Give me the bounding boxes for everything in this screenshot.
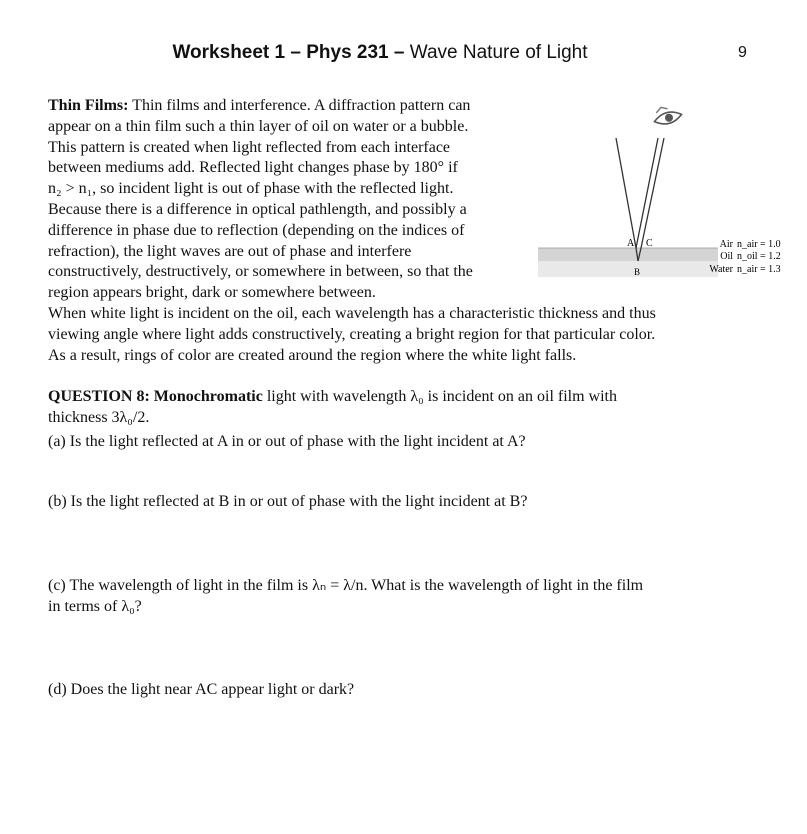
intro-heading: Thin Films:: [48, 97, 129, 114]
intro-continued: [48, 304, 758, 366]
question-8b: (b) Is the light reflected at B in or out of phase with the light incident at B?: [48, 493, 528, 510]
intro-line: region appears bright, dark or somewhere between.: [48, 284, 376, 302]
intro-line: appear on a thin film such a thin layer of oil on water or a bubble.: [48, 117, 469, 135]
incident-ray: [616, 138, 636, 248]
thin-film-diagram: [528, 100, 798, 280]
question-8d: (d) Does the light near AC appear light or dark?: [48, 681, 355, 698]
medium-name-water: Water: [709, 264, 733, 275]
oil-layer: [538, 248, 718, 261]
question-8a: (a) Is the light reflected at A in or out of phase with the light incident at A?: [48, 433, 526, 450]
medium-index-oil: n_oil = 1.2: [737, 251, 781, 262]
medium-index-air: n_air = 1.0: [737, 239, 781, 250]
question-8-keyword: Monochromatic: [149, 388, 263, 405]
reflected-ray-c: [641, 138, 664, 248]
intro-line: viewing angle where light adds constructively, creating a bright region for that particular color.: [48, 325, 656, 343]
intro-line: n₂ > n₁, so incident light is out of phase with the reflected light.: [48, 180, 454, 198]
point-b-label: B: [634, 267, 641, 277]
intro-line: refraction), the light waves are out of phase and interfere: [48, 242, 412, 260]
intro-paragraph: [48, 96, 548, 304]
intro-line: between mediums add. Reflected light changes phase by 180° if: [48, 159, 458, 177]
question-8-prompt: QUESTION 8: Monochromatic light with wavelength λ₀ is incident on an oil film with thickness 3λ₀/2.: [48, 387, 758, 429]
intro-line: Because there is a difference in optical pathlength, and possibly a: [48, 200, 467, 218]
page-title: Worksheet 1 – Phys 231 – Wave Nature of Light: [172, 42, 588, 63]
page-number: 9: [738, 44, 747, 61]
reflected-ray-a: [636, 138, 658, 248]
medium-name-air: Air: [719, 239, 733, 250]
point-c-label: C: [646, 238, 653, 249]
question-8-label: QUESTION 8:: [48, 388, 150, 405]
intro-line: When white light is incident on the oil, each wavelength has a characteristic thickness and thus: [48, 305, 656, 322]
question-8c: (c) The wavelength of light in the film is λₙ = λ/n. What is the wavelength of light in the film in terms of λ₀?: [48, 577, 644, 615]
intro-line: This pattern is created when light reflected from each interface: [48, 138, 451, 156]
eye-icon: [651, 103, 683, 127]
intro-line: Thin Films: Thin films and interference. A diffraction pattern can: [48, 97, 471, 114]
medium-name-oil: Oil: [720, 251, 733, 262]
light-rays: [616, 138, 664, 261]
intro-line: As a result, rings of color are created around the region where the white light falls.: [48, 346, 577, 364]
intro-line: constructively, destructively, or somewhere in between, so that the: [48, 263, 473, 281]
question-8-line: thickness 3λ₀/2.: [48, 408, 150, 426]
intro-line: difference in phase due to reflection (depending on the indices of: [48, 221, 465, 239]
medium-index-water: n_air = 1.3: [737, 264, 781, 275]
water-layer: [538, 261, 718, 277]
point-a-label: A: [627, 238, 635, 249]
